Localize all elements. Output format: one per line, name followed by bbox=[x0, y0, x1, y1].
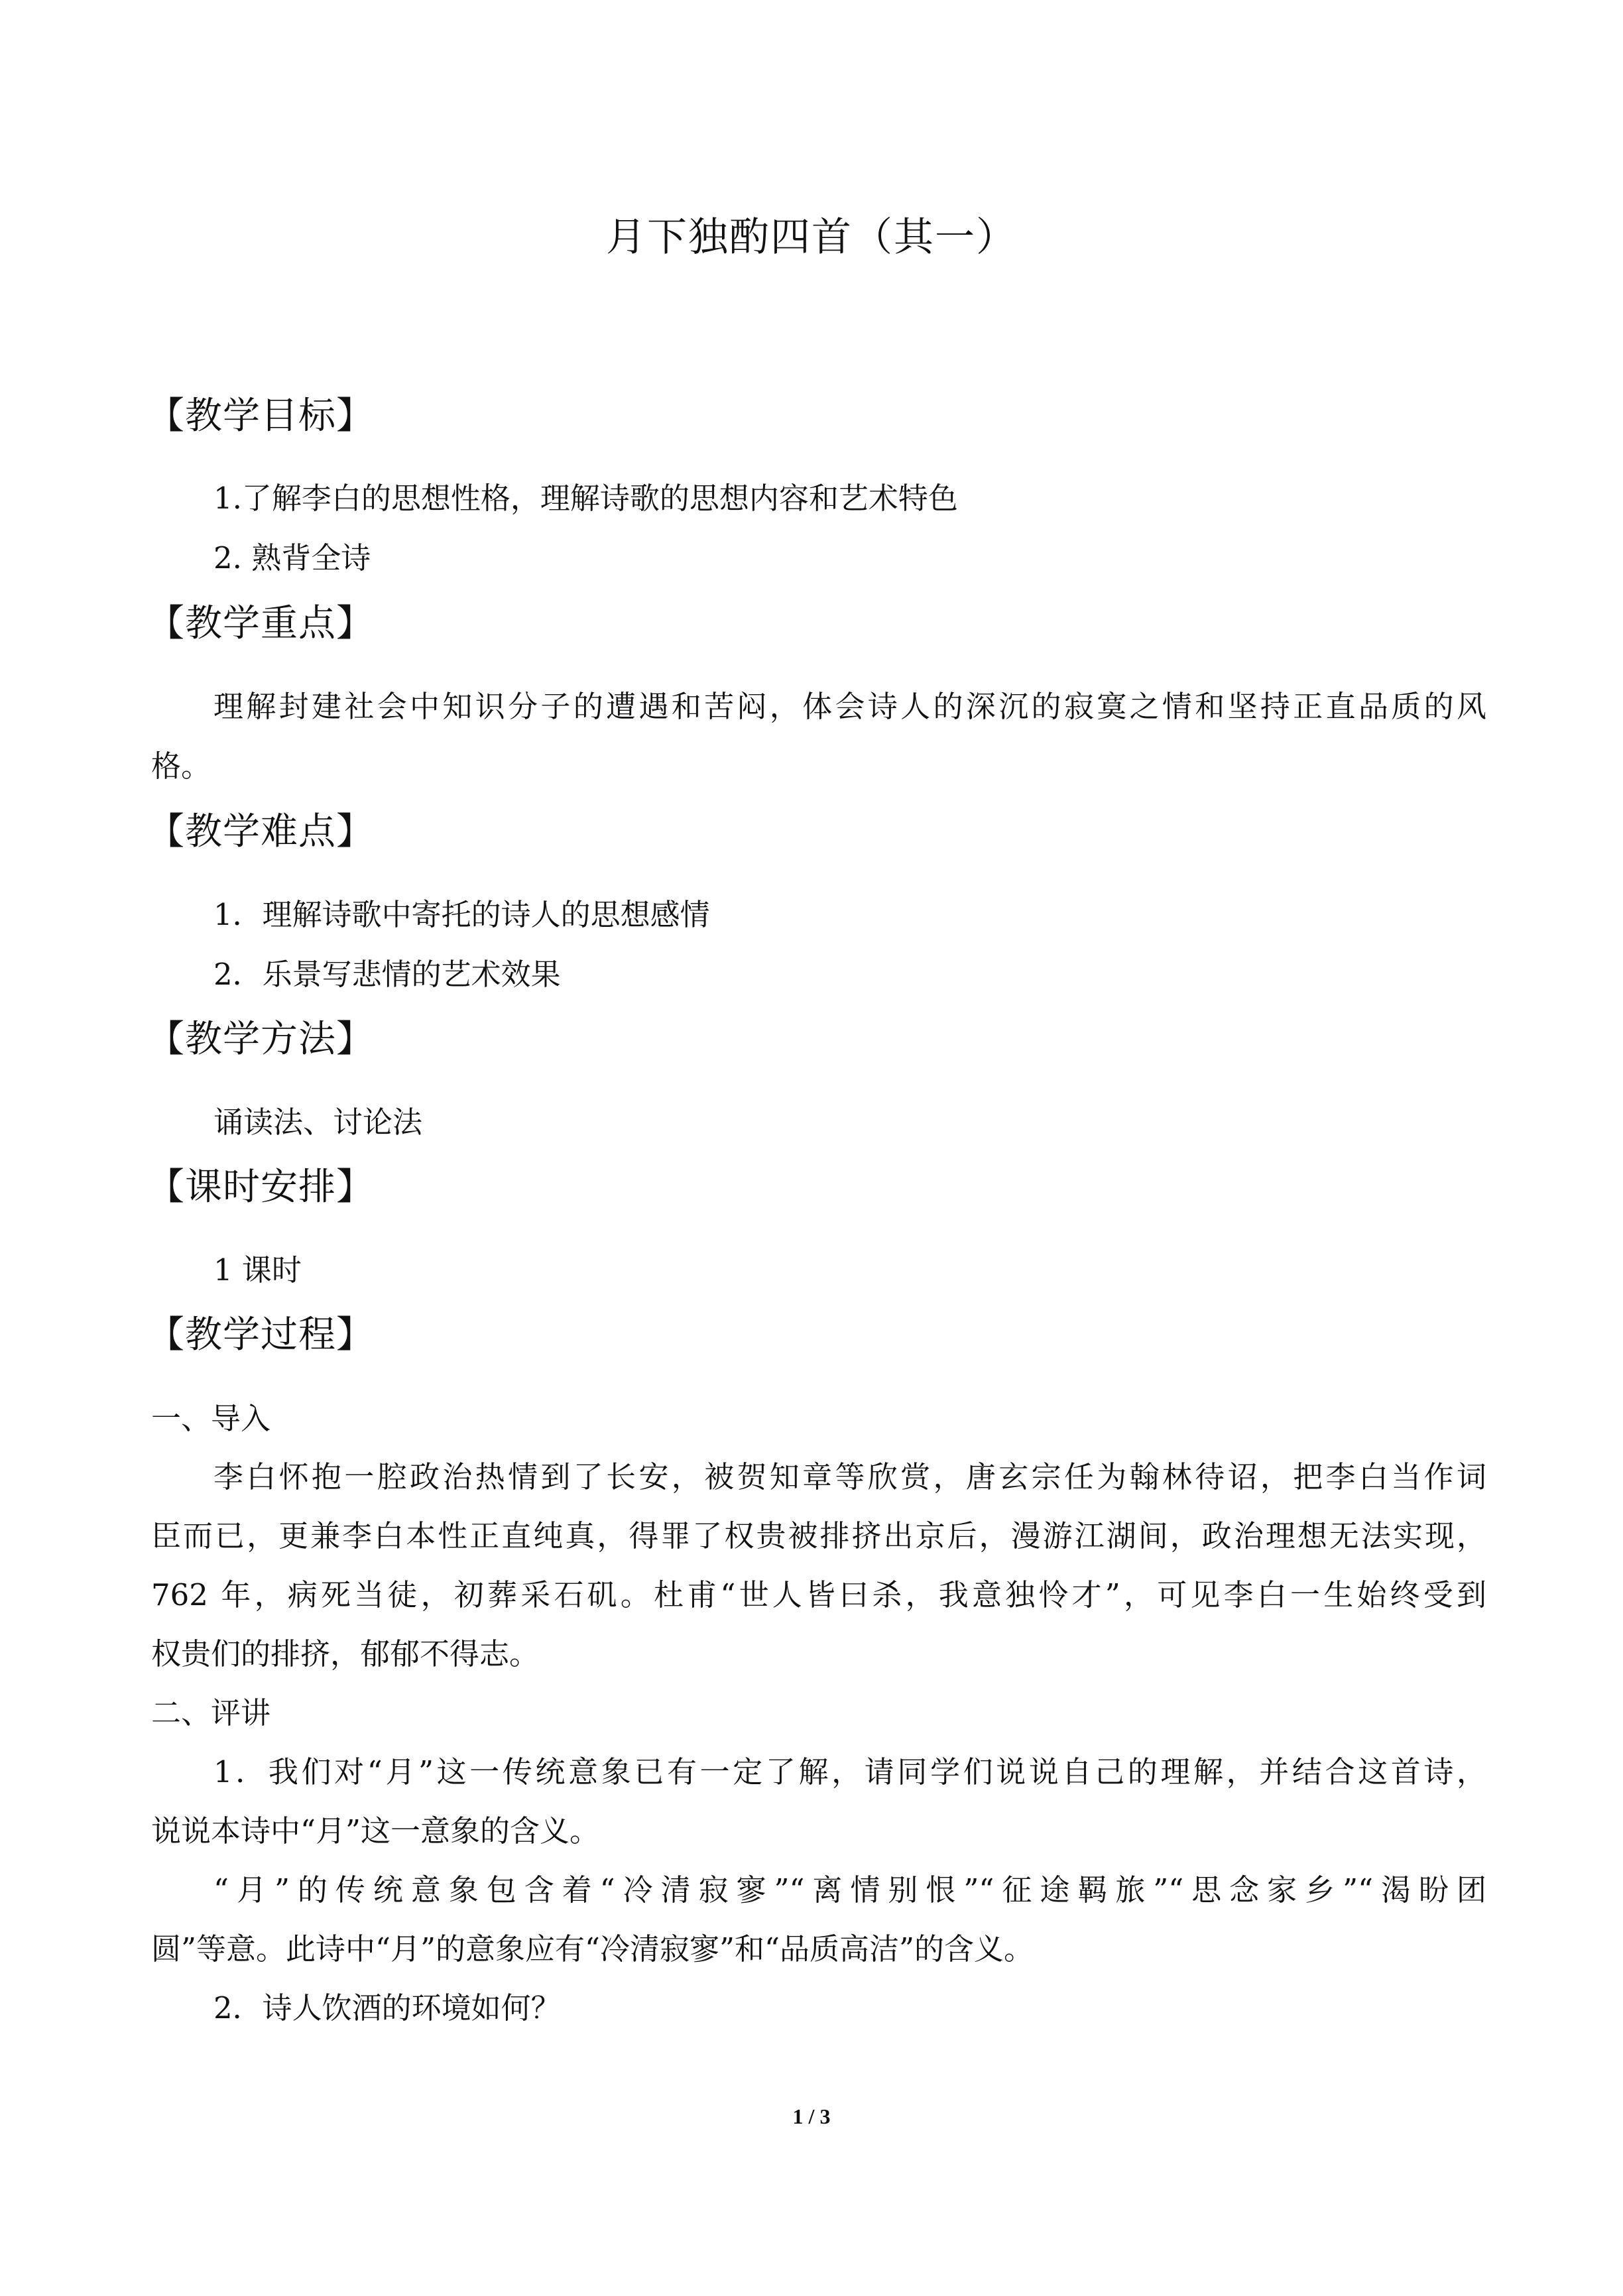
intro-paragraph-line: 臣而已，更兼李白本性正直纯真，得罪了权贵被排挤出京后，漫游江湖间，政治理想无法实现， bbox=[151, 1518, 1486, 1553]
keypoints-text-line: 格。 bbox=[151, 749, 211, 784]
answer-line: “月”的传统意象包含着“冷清寂寥”“离情别恨”“征途羁旅”“思念家乡”“渴盼团 bbox=[213, 1872, 1486, 1907]
methods-text: 诵读法、讨论法 bbox=[213, 1105, 423, 1140]
intro-paragraph-line: 李白怀抱一腔政治热情到了长安，被贺知章等欣赏，唐玄宗任为翰林待诏，把李白当作词 bbox=[213, 1459, 1486, 1494]
question-line: 1．我们对“月”这一传统意象已有一定了解，请同学们说说自己的理解，并结合这首诗， bbox=[213, 1754, 1486, 1789]
section-title-review: 二、评讲 bbox=[151, 1695, 271, 1730]
section-title-intro: 一、导入 bbox=[151, 1401, 271, 1436]
difficulties-item: 1．理解诗歌中寄托的诗人的思想感情 bbox=[213, 897, 710, 932]
question-line: 2．诗人饮酒的环境如何？ bbox=[213, 1990, 561, 2025]
schedule-heading: 【课时安排】 bbox=[147, 1166, 374, 1209]
answer-line: 圆”等意。此诗中“月”的意象应有“冷清寂寥”和“品质高洁”的含义。 bbox=[151, 1931, 1034, 1966]
methods-heading: 【教学方法】 bbox=[147, 1018, 374, 1061]
question-line: 说说本诗中“月”这一意象的含义。 bbox=[151, 1813, 600, 1848]
process-heading: 【教学过程】 bbox=[147, 1313, 374, 1357]
intro-paragraph-line: 权贵们的排挤，郁郁不得志。 bbox=[151, 1636, 540, 1671]
page-number: 1 / 3 bbox=[792, 2104, 831, 2128]
keypoints-heading: 【教学重点】 bbox=[147, 602, 374, 645]
intro-paragraph-line: 762 年，病死当徒，初葬采石矶。杜甫“世人皆曰杀，我意独怜才”，可见李白一生始终受到 bbox=[151, 1577, 1486, 1612]
difficulties-item: 2．乐景写悲情的艺术效果 bbox=[213, 957, 561, 992]
keypoints-text-line: 理解封建社会中知识分子的遭遇和苦闷，体会诗人的深沉的寂寞之情和坚持正直品质的风 bbox=[213, 689, 1486, 724]
difficulties-heading: 【教学难点】 bbox=[147, 810, 374, 853]
goals-item: 1.了解李白的思想性格，理解诗歌的思想内容和艺术特色 bbox=[213, 481, 958, 516]
goals-item: 2. 熟背全诗 bbox=[213, 540, 371, 575]
goals-heading: 【教学目标】 bbox=[147, 394, 374, 438]
schedule-text: 1 课时 bbox=[213, 1252, 302, 1288]
document-title: 月下独酌四首（其一） bbox=[606, 214, 1017, 261]
